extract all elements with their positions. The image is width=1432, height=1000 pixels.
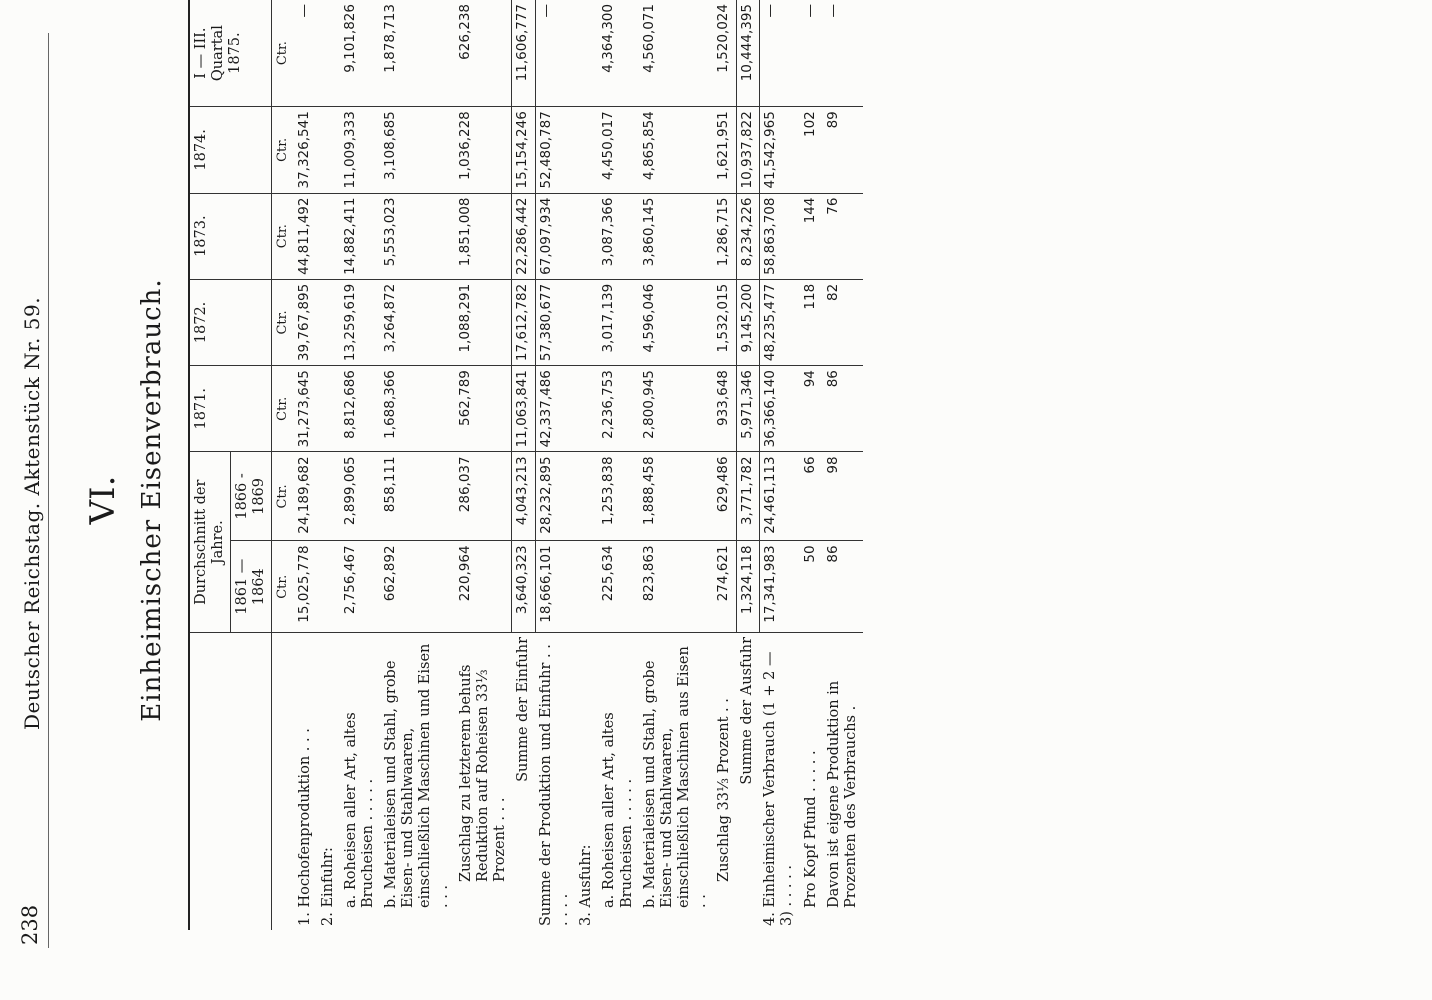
table-row: [340, 0, 380, 930]
cell-value: 2,236,753: [598, 366, 638, 452]
cell-value: 11,009,333: [340, 107, 380, 193]
cell-value: 67,097,934: [535, 193, 575, 279]
cell-value: 3,108,685: [380, 107, 454, 193]
cell-value: 4,043,213: [512, 452, 535, 541]
cell-value: 82: [823, 279, 863, 365]
cell-value: 5,553,023: [380, 193, 454, 279]
cell-value: [317, 541, 340, 633]
cell-value: —: [535, 0, 575, 107]
cell-value: 15,025,778: [294, 541, 317, 633]
cell-value: [317, 193, 340, 279]
cell-value: 17,341,983: [759, 541, 799, 633]
cell-value: 1,520,024: [713, 0, 736, 107]
cell-value: 24,461,113: [759, 452, 799, 541]
row-label: Zuschlag zu letzterem behufs Reduktion auf Roheisen 33⅓ Prozent . . .: [457, 664, 508, 882]
cell-value: 858,111: [380, 452, 454, 541]
cell-value: 48,235,477: [759, 279, 799, 365]
cell-value: 14,882,411: [340, 193, 380, 279]
table-row: [800, 0, 823, 930]
cell-value: 1,036,228: [455, 107, 512, 193]
row-label: 4. Einheimischer Verbrauch (1 + 2 — 3) . . . . .: [762, 651, 796, 926]
cell-value: 1,888,458: [639, 452, 713, 541]
unit-label: Ctr.: [272, 0, 294, 107]
table-row: [598, 0, 638, 930]
cell-value: 5,971,346: [736, 366, 759, 452]
table-row: [713, 0, 736, 930]
cell-value: 933,648: [713, 366, 736, 452]
cell-value: 1,532,015: [713, 279, 736, 365]
cell-value: 10,937,822: [736, 107, 759, 193]
table-row: [639, 0, 713, 930]
cell-value: 17,612,782: [512, 279, 535, 365]
cell-value: 9,145,200: [736, 279, 759, 365]
table-row: [535, 0, 575, 930]
cell-value: 662,892: [380, 541, 454, 633]
cell-value: 8,812,686: [340, 366, 380, 452]
cell-value: 1,851,008: [455, 193, 512, 279]
cell-value: 42,337,486: [535, 366, 575, 452]
cell-value: 4,450,017: [598, 107, 638, 193]
table-row: [736, 0, 759, 930]
row-label: 2. Einfuhr:: [319, 847, 336, 926]
cell-value: 36,366,140: [759, 366, 799, 452]
cell-value: 58,863,708: [759, 193, 799, 279]
cell-value: —: [823, 0, 863, 107]
cell-value: [317, 0, 340, 107]
cell-value: [575, 0, 598, 107]
cell-value: 3,860,145: [639, 193, 713, 279]
cell-value: 13,259,619: [340, 279, 380, 365]
cell-value: 66: [800, 452, 823, 541]
row-label: a. Roheisen aller Art, altes Brucheisen . . . . .: [342, 712, 377, 908]
cell-value: 118: [800, 279, 823, 365]
cell-value: 2,899,065: [340, 452, 380, 541]
unit-label: Ctr.: [272, 107, 294, 193]
cell-value: 37,326,541: [294, 107, 317, 193]
table-title: Einheimischer Eisenverbrauch.: [137, 278, 167, 722]
table-row: [294, 0, 317, 930]
cell-value: 28,232,895: [535, 452, 575, 541]
table-row: [380, 0, 454, 930]
row-label: Zuschlag 33⅓ Prozent . .: [716, 698, 733, 882]
cell-value: 22,286,442: [512, 193, 535, 279]
cell-value: 50: [800, 541, 823, 633]
cell-value: [317, 107, 340, 193]
cell-value: 1,621,951: [713, 107, 736, 193]
unit-label: Ctr.: [272, 366, 294, 452]
unit-label: Ctr.: [272, 541, 294, 633]
cell-value: 15,154,246: [512, 107, 535, 193]
unit-label: Ctr.: [272, 452, 294, 541]
cell-value: 286,037: [455, 452, 512, 541]
cell-value: [575, 193, 598, 279]
cell-value: 1,253,838: [598, 452, 638, 541]
unit-label: Ctr.: [272, 193, 294, 279]
cell-value: 89: [823, 107, 863, 193]
row-label: b. Materialeisen und Stahl, grobe Eisen- und Stahlwaaren, einschließlich Maschinen aus Eisen . .: [641, 646, 709, 908]
cell-value: —: [800, 0, 823, 107]
cell-value: 11,063,841: [512, 366, 535, 452]
cell-value: 823,863: [639, 541, 713, 633]
cell-value: 562,789: [455, 366, 512, 452]
table-row: [512, 0, 535, 930]
cell-value: 18,666,101: [535, 541, 575, 633]
cell-value: [317, 366, 340, 452]
col-1871: 1871.: [189, 366, 272, 452]
cell-value: 24,189,682: [294, 452, 317, 541]
cell-value: 39,767,895: [294, 279, 317, 365]
row-label: 3. Ausfuhr:: [578, 844, 595, 926]
cell-value: 98: [823, 452, 863, 541]
cell-value: [317, 452, 340, 541]
row-label: Summe der Einfuhr: [514, 637, 531, 782]
row-label: Summe der Produktion und Einfuhr . . . . . .: [538, 644, 572, 926]
col-1866-1869: 1866 - 1869: [231, 452, 272, 541]
cell-value: 86: [823, 366, 863, 452]
cell-value: 3,771,782: [736, 452, 759, 541]
label-header: [189, 633, 272, 931]
row-label: Pro Kopf Pfund . . . . .: [802, 750, 819, 908]
cell-value: 4,364,300: [598, 0, 638, 107]
cell-value: 274,621: [713, 541, 736, 633]
section-number: VI.: [83, 475, 123, 525]
cell-value: 9,101,826: [340, 0, 380, 107]
digitization-note: [1408, 10, 1432, 990]
col-1874: 1874.: [189, 107, 272, 193]
cell-value: 57,380,677: [535, 279, 575, 365]
cell-value: 44,811,492: [294, 193, 317, 279]
cell-value: 144: [800, 193, 823, 279]
cell-value: 76: [823, 193, 863, 279]
cell-value: 2,756,467: [340, 541, 380, 633]
col-1872: 1872.: [189, 279, 272, 365]
row-label: 1. Hochofenproduktion . . .: [296, 728, 313, 926]
col-1875: I — III. Quartal 1875.: [189, 0, 272, 107]
cell-value: [575, 366, 598, 452]
running-head: Deutscher Reichstag. Aktenstück Nr. 59.: [20, 296, 44, 730]
cell-value: 11,606,777: [512, 0, 535, 107]
cell-value: 4,865,854: [639, 107, 713, 193]
row-label: b. Materialeisen und Stahl, grobe Eisen- und Stahlwaaren, einschließlich Maschinen und Eisen . . .: [383, 643, 451, 908]
cell-value: 31,273,645: [294, 366, 317, 452]
table-row: [455, 0, 512, 930]
cell-value: [575, 452, 598, 541]
page-number: 238: [18, 904, 42, 945]
cell-value: [575, 541, 598, 633]
cell-value: 3,017,139: [598, 279, 638, 365]
cell-value: 3,087,366: [598, 193, 638, 279]
cell-value: 626,238: [455, 0, 512, 107]
cell-value: 1,324,118: [736, 541, 759, 633]
table-row: [575, 0, 598, 930]
cell-value: 4,596,046: [639, 279, 713, 365]
cell-value: 86: [823, 541, 863, 633]
cell-value: 102: [800, 107, 823, 193]
cell-value: 52,480,787: [535, 107, 575, 193]
header-rule: [48, 33, 49, 948]
unit-row: [272, 0, 294, 930]
row-label: a. Roheisen aller Art, altes Brucheisen . . . . .: [601, 712, 635, 908]
cell-value: 2,800,945: [639, 366, 713, 452]
cell-value: 629,486: [713, 452, 736, 541]
cell-value: 1,878,713: [380, 0, 454, 107]
cell-value: 1,286,715: [713, 193, 736, 279]
cell-value: 225,634: [598, 541, 638, 633]
cell-value: 8,234,226: [736, 193, 759, 279]
cell-value: 220,964: [455, 541, 512, 633]
cell-value: 3,640,323: [512, 541, 535, 633]
cell-value: 1,688,366: [380, 366, 454, 452]
cell-value: [575, 279, 598, 365]
cell-value: 10,444,395: [736, 0, 759, 107]
iron-consumption-table: [188, 0, 863, 930]
cell-value: [317, 279, 340, 365]
cell-value: —: [759, 0, 799, 107]
cell-value: 4,560,071: [639, 0, 713, 107]
row-label: Summe der Ausfuhr: [739, 637, 756, 785]
table-row: [823, 0, 863, 930]
col-1861-1864: 1861 — 1864: [231, 541, 272, 633]
table-row: [317, 0, 340, 930]
cell-value: 94: [800, 366, 823, 452]
cell-value: 41,542,965: [759, 107, 799, 193]
col-1873: 1873.: [189, 193, 272, 279]
cell-value: —: [294, 0, 317, 107]
average-group-header: Durchschnitt der Jahre.: [189, 452, 231, 633]
row-label: Davon ist eigene Produktion in Prozenten des Verbrauchs .: [825, 680, 859, 908]
unit-label: Ctr.: [272, 279, 294, 365]
cell-value: [575, 107, 598, 193]
cell-value: 1,088,291: [455, 279, 512, 365]
table-row: [759, 0, 799, 930]
cell-value: 3,264,872: [380, 279, 454, 365]
